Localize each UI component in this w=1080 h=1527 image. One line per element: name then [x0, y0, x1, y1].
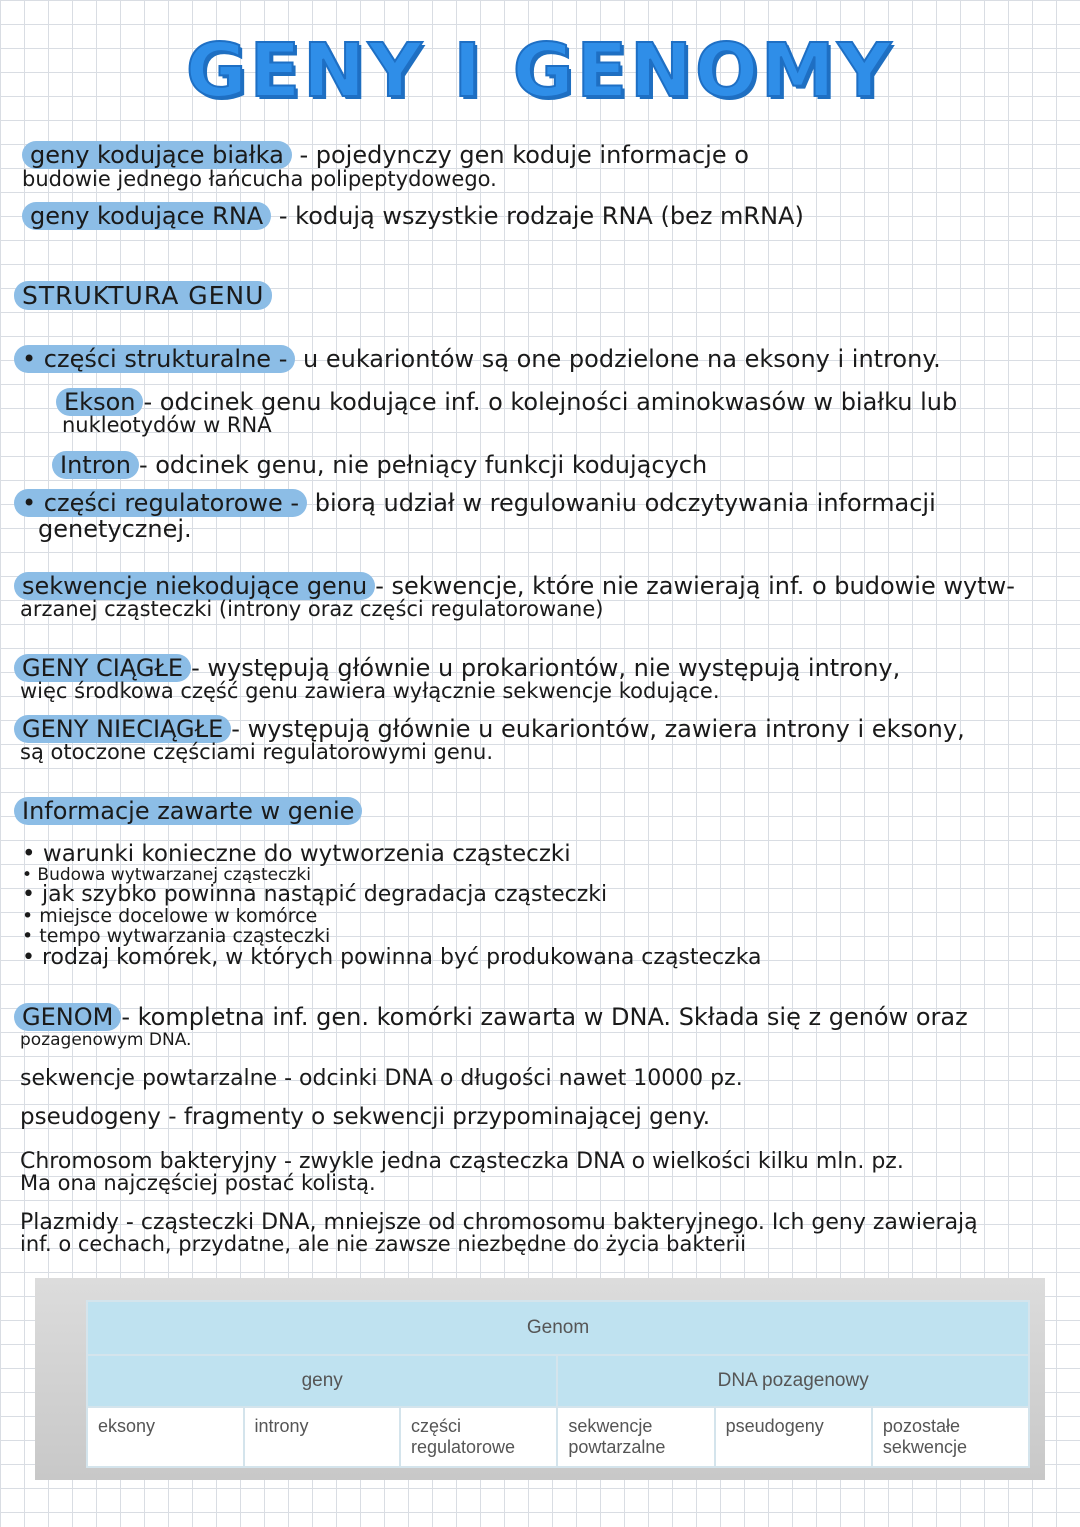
list-item: • Budowa wytwarzanej cząsteczki [22, 865, 311, 885]
intron-line-rest: - odcinek genu, nie pełniący funkcji kodujących [138, 451, 708, 479]
list-item: • tempo wytwarzania cząsteczki [22, 925, 331, 947]
term-geny-kodujace-bialka: geny kodujące białka [22, 141, 292, 169]
list-item: • jak szybko powinna nastąpić degradacja cząsteczki [22, 882, 608, 907]
table-header-dna-pozagenowy: DNA pozagenowy [557, 1355, 1029, 1407]
table-cell-czesci-regulatorowe: części regulatorowe [400, 1407, 557, 1467]
list-item: • rodzaj komórek, w których powinna być produkowana cząsteczka [22, 945, 762, 970]
table-cell-sekwencje-powtarzalne: sekwencje powtarzalne [557, 1407, 714, 1467]
term-ekson: Ekson [56, 388, 143, 416]
struktura-bullet-2-line-2: genetycznej. [38, 515, 192, 543]
nieciagle-line-1-rest: - występują głównie u eukariontów, zawiera introny i eksony, [231, 715, 965, 743]
intro-line-2: budowie jednego łańcucha polipeptydowego. [22, 167, 497, 191]
nieciagle-line-1 [14, 716, 965, 742]
term-czesci-regulatorowe: • części regulatorowe - [14, 489, 307, 517]
intro-line-1-rest: - pojedynczy gen koduje informacje o [299, 141, 749, 169]
intro-line-1 [22, 142, 749, 168]
struktura-bullet-1-rest: u eukariontów są one podzielone na eksony i introny. [303, 345, 941, 373]
ekson-line-2: nukleotydów w RNA [62, 413, 272, 437]
nieciagle-line-2: są otoczone częściami regulatorowymi genu. [20, 740, 494, 764]
term-geny-kodujace-rna: geny kodujące RNA [22, 202, 271, 230]
table-header-geny: geny [87, 1355, 557, 1407]
term-geny-ciagle: GENY CIĄGŁE [14, 654, 191, 682]
table-cell-pozostale-sekwencje: pozostałe sekwencje [872, 1407, 1029, 1467]
term-genom: GENOM [14, 1003, 121, 1031]
sekwencje-line-1-rest: - sekwencje, które nie zawierają inf. o budowie wytw- [375, 572, 1015, 600]
plazmidy-line-2: inf. o cechach, przydatne, ale nie zawsze niezbędne do życia bakterii [20, 1232, 746, 1256]
table-cell-introny: introny [244, 1407, 400, 1467]
pseudogeny-line: pseudogeny - fragmenty o sekwencji przypominającej geny. [20, 1104, 711, 1130]
genom-line-1 [14, 1004, 968, 1030]
ciagle-line-2: więc środkowa część genu zawiera wyłącznie sekwencje kodujące. [20, 679, 720, 703]
intron-line [52, 452, 707, 478]
list-item: • warunki konieczne do wytworzenia cząsteczki [22, 841, 571, 867]
table-header-genom: Genom [87, 1301, 1029, 1355]
genom-line-2: pozagenowym DNA. [20, 1030, 192, 1050]
plazmidy-line-1: Plazmidy - cząsteczki DNA, mniejsze od chromosomu bakteryjnego. Ich geny zawierają [20, 1210, 978, 1235]
sekwencje-line-2: arzanej cząsteczki (introny oraz części regulatorowane) [20, 597, 604, 621]
sekwencje-powtarzalne-line: sekwencje powtarzalne - odcinki DNA o długości nawet 10000 pz. [20, 1066, 743, 1091]
genom-table [86, 1300, 1030, 1468]
informacje-list [22, 842, 762, 970]
ekson-line [56, 389, 957, 415]
heading-informacje-text: Informacje zawarte w genie [14, 797, 362, 825]
ciagle-line-1-rest: - występują głównie u prokariontów, nie występują introny, [191, 654, 901, 682]
chromosom-line-1: Chromosom bakteryjny - zwykle jedna cząsteczka DNA o wielkości kilku mln. pz. [20, 1149, 904, 1174]
sekwencje-line-1 [14, 573, 1015, 599]
heading-informacje [14, 798, 362, 824]
table-cell-pseudogeny: pseudogeny [715, 1407, 872, 1467]
heading-struktura-genu-text: STRUKTURA GENU [14, 281, 272, 310]
struktura-bullet-1 [14, 346, 941, 372]
chromosom-line-2: Ma ona najczęściej postać kolistą. [20, 1171, 376, 1195]
ciagle-line-1 [14, 655, 900, 681]
intro-line-3 [22, 203, 804, 229]
struktura-bullet-2 [14, 490, 936, 516]
struktura-bullet-2-rest: biorą udział w regulowaniu odczytywania informacji [314, 489, 936, 517]
genom-line-1-rest: - kompletna inf. gen. komórki zawarta w DNA. Składa się z genów oraz [121, 1003, 968, 1031]
table-cell-eksony: eksony [87, 1407, 244, 1467]
term-geny-nieciagle: GENY NIECIĄGŁE [14, 715, 231, 743]
list-item: • miejsce docelowe w komórce [22, 905, 318, 927]
intro-line-3-rest: - kodują wszystkie rodzaje RNA (bez mRNA) [278, 202, 804, 230]
ekson-line-rest: - odcinek genu kodujące inf. o kolejności aminokwasów w białku lub [143, 388, 958, 416]
heading-struktura-genu [14, 283, 272, 309]
term-sekwencje-niekodujace: sekwencje niekodujące genu [14, 572, 375, 600]
term-intron: Intron [52, 451, 139, 479]
term-czesci-strukturalne: • części strukturalne - [14, 345, 295, 373]
page-title: GENY I GENOMY [185, 28, 895, 114]
